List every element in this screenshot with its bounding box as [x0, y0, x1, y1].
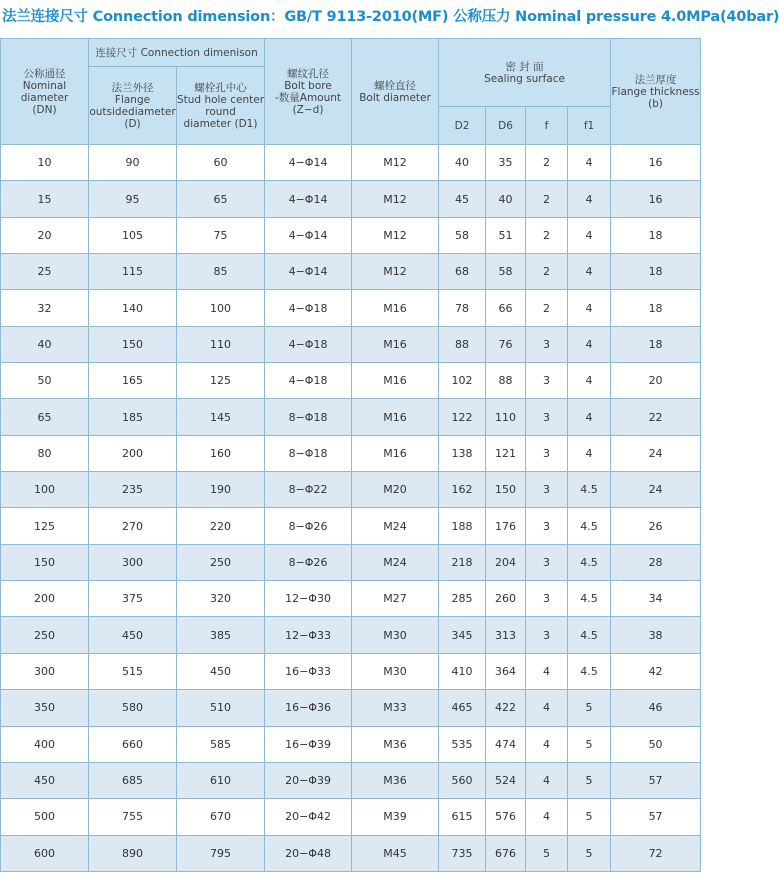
table-cell: 95: [89, 181, 177, 217]
table-row: [1, 217, 701, 253]
table-cell: 28: [611, 544, 701, 580]
table-cell: 4: [568, 435, 611, 471]
table-cell: 220: [177, 508, 265, 544]
table-cell: 450: [1, 762, 89, 798]
table-cell: 162: [439, 472, 486, 508]
table-cell: 51: [486, 217, 526, 253]
table-cell: 8−Φ26: [265, 508, 352, 544]
table-cell: M16: [352, 399, 439, 435]
table-cell: 24: [611, 472, 701, 508]
table-cell: 2: [526, 145, 568, 181]
table-cell: 2: [526, 290, 568, 326]
header-line: Flange: [114, 93, 151, 106]
header-line: 螺栓孔中心: [194, 81, 247, 94]
table-cell: 16: [611, 181, 701, 217]
table-cell: 22: [611, 399, 701, 435]
table-cell: 4: [568, 217, 611, 253]
header-stud-hole-center: [177, 67, 265, 145]
table-cell: 42: [611, 653, 701, 689]
table-cell: M36: [352, 726, 439, 762]
table-cell: 45: [439, 181, 486, 217]
header-f1: f1: [568, 107, 611, 145]
table-cell: 60: [177, 145, 265, 181]
table-cell: 4: [568, 290, 611, 326]
table-cell: 115: [89, 254, 177, 290]
table-cell: 100: [1, 472, 89, 508]
table-cell: M16: [352, 435, 439, 471]
header-line: round: [205, 105, 236, 118]
table-cell: M30: [352, 653, 439, 689]
table-cell: 110: [177, 326, 265, 362]
table-cell: 515: [89, 653, 177, 689]
header-line: (b): [648, 97, 663, 110]
table-cell: M30: [352, 617, 439, 653]
table-cell: 16−Φ36: [265, 690, 352, 726]
table-cell: 660: [89, 726, 177, 762]
header-line: (Z−d): [292, 103, 324, 116]
table-cell: 2: [526, 254, 568, 290]
table-cell: 260: [486, 581, 526, 617]
header-line: 公称通径: [23, 67, 66, 80]
table-cell: 4.5: [568, 508, 611, 544]
table-row: [1, 835, 701, 871]
table-cell: M27: [352, 581, 439, 617]
header-connection-dimension: 连接尺寸 Connection dimenison: [89, 39, 265, 67]
table-cell: 4: [526, 799, 568, 835]
table-cell: 350: [1, 690, 89, 726]
table-cell: 3: [526, 508, 568, 544]
table-cell: 615: [439, 799, 486, 835]
header-sealing-surface: [439, 39, 611, 107]
table-cell: 300: [1, 653, 89, 689]
table-cell: 5: [568, 690, 611, 726]
table-row: [1, 145, 701, 181]
table-cell: 16−Φ39: [265, 726, 352, 762]
table-cell: 4.5: [568, 581, 611, 617]
table-row: [1, 435, 701, 471]
table-cell: 5: [526, 835, 568, 871]
table-cell: 8−Φ26: [265, 544, 352, 580]
table-cell: 12−Φ30: [265, 581, 352, 617]
table-cell: 2: [526, 217, 568, 253]
header-line: Stud hole center: [177, 93, 265, 106]
header-line: diameter: [20, 91, 69, 104]
table-cell: M16: [352, 290, 439, 326]
table-cell: 4: [568, 181, 611, 217]
table-cell: 20−Φ39: [265, 762, 352, 798]
table-cell: 4: [568, 145, 611, 181]
table-cell: 105: [89, 217, 177, 253]
table-cell: 160: [177, 435, 265, 471]
header-nominal-diameter: [1, 39, 89, 145]
table-cell: 50: [611, 726, 701, 762]
table-cell: 235: [89, 472, 177, 508]
header-line: (DN): [32, 103, 57, 116]
table-cell: 24: [611, 435, 701, 471]
table-cell: 685: [89, 762, 177, 798]
table-cell: 18: [611, 254, 701, 290]
table-cell: 110: [486, 399, 526, 435]
table-cell: M36: [352, 762, 439, 798]
table-cell: 80: [1, 435, 89, 471]
table-row: [1, 762, 701, 798]
table-cell: 34: [611, 581, 701, 617]
table-cell: 4: [526, 726, 568, 762]
table-cell: 88: [439, 326, 486, 362]
table-cell: M12: [352, 254, 439, 290]
table-body: [1, 145, 701, 872]
table-cell: 18: [611, 217, 701, 253]
table-cell: 3: [526, 472, 568, 508]
header-line: Bolt diameter: [359, 91, 431, 104]
table-cell: 364: [486, 653, 526, 689]
table-row: [1, 799, 701, 835]
table-cell: 4: [526, 762, 568, 798]
table-cell: 25: [1, 254, 89, 290]
header-line: (D): [124, 117, 141, 130]
table-cell: 76: [486, 326, 526, 362]
table-cell: 176: [486, 508, 526, 544]
table-cell: 313: [486, 617, 526, 653]
table-cell: 535: [439, 726, 486, 762]
table-cell: 735: [439, 835, 486, 871]
table-row: [1, 254, 701, 290]
table-cell: 125: [177, 363, 265, 399]
table-cell: M16: [352, 326, 439, 362]
table-cell: 580: [89, 690, 177, 726]
table-row: [1, 399, 701, 435]
table-cell: 88: [486, 363, 526, 399]
table-cell: 100: [177, 290, 265, 326]
table-cell: 4: [568, 254, 611, 290]
table-cell: 795: [177, 835, 265, 871]
table-cell: 78: [439, 290, 486, 326]
table-cell: 385: [177, 617, 265, 653]
table-cell: 450: [89, 617, 177, 653]
table-cell: 40: [439, 145, 486, 181]
table-row: [1, 581, 701, 617]
table-cell: 670: [177, 799, 265, 835]
table-cell: 3: [526, 326, 568, 362]
table-cell: 150: [1, 544, 89, 580]
table-row: [1, 363, 701, 399]
header-f: f: [526, 107, 568, 145]
table-cell: 150: [89, 326, 177, 362]
table-cell: 72: [611, 835, 701, 871]
table-cell: M24: [352, 544, 439, 580]
table-cell: 4−Φ14: [265, 181, 352, 217]
table-row: [1, 653, 701, 689]
table-cell: 85: [177, 254, 265, 290]
table-cell: 5: [568, 799, 611, 835]
table-cell: 375: [89, 581, 177, 617]
table-cell: 18: [611, 326, 701, 362]
table-cell: 576: [486, 799, 526, 835]
header-line: 法兰外径: [111, 81, 154, 94]
table-cell: 8−Φ18: [265, 399, 352, 435]
table-row: [1, 544, 701, 580]
table-cell: 125: [1, 508, 89, 544]
table-cell: 4.5: [568, 653, 611, 689]
header-line: 密 封 面: [505, 60, 544, 73]
table-cell: M12: [352, 145, 439, 181]
header-line: -数量Amount: [274, 91, 342, 104]
table-row: [1, 181, 701, 217]
table-cell: 8−Φ18: [265, 435, 352, 471]
header-bolt-bore: [265, 39, 352, 145]
header-line: 螺栓直径: [374, 79, 417, 92]
table-cell: 320: [177, 581, 265, 617]
header-flange-outside-diameter: [89, 67, 177, 145]
table-cell: 57: [611, 799, 701, 835]
table-cell: 57: [611, 762, 701, 798]
table-cell: 68: [439, 254, 486, 290]
table-row: [1, 290, 701, 326]
table-cell: 65: [1, 399, 89, 435]
table-cell: 755: [89, 799, 177, 835]
table-cell: 3: [526, 544, 568, 580]
table-cell: 5: [568, 762, 611, 798]
header-line: Sealing surface: [484, 72, 565, 85]
table-cell: 4.5: [568, 544, 611, 580]
table-cell: 4.5: [568, 617, 611, 653]
table-cell: 422: [486, 690, 526, 726]
table-cell: 4.5: [568, 472, 611, 508]
table-cell: 188: [439, 508, 486, 544]
table-cell: M16: [352, 363, 439, 399]
table-cell: 500: [1, 799, 89, 835]
table-cell: 26: [611, 508, 701, 544]
table-row: [1, 690, 701, 726]
table-cell: 3: [526, 399, 568, 435]
table-cell: 410: [439, 653, 486, 689]
header-line: Flange thickness: [611, 85, 700, 98]
table-cell: 10: [1, 145, 89, 181]
table-cell: 250: [1, 617, 89, 653]
table-cell: 138: [439, 435, 486, 471]
table-cell: 4−Φ14: [265, 217, 352, 253]
table-cell: 4: [526, 690, 568, 726]
table-cell: 190: [177, 472, 265, 508]
table-row: [1, 726, 701, 762]
table-cell: M20: [352, 472, 439, 508]
table-cell: 285: [439, 581, 486, 617]
header-line: 法兰厚度: [634, 73, 677, 86]
table-cell: 4−Φ14: [265, 254, 352, 290]
table-cell: 122: [439, 399, 486, 435]
table-cell: M24: [352, 508, 439, 544]
table-cell: 185: [89, 399, 177, 435]
table-cell: 3: [526, 581, 568, 617]
table-cell: 3: [526, 435, 568, 471]
table-cell: 16−Φ33: [265, 653, 352, 689]
table-cell: 270: [89, 508, 177, 544]
table-cell: 20−Φ42: [265, 799, 352, 835]
table-cell: 610: [177, 762, 265, 798]
table-cell: 4: [526, 653, 568, 689]
table-cell: 200: [89, 435, 177, 471]
table-cell: 46: [611, 690, 701, 726]
table-cell: 3: [526, 617, 568, 653]
table-cell: 20: [611, 363, 701, 399]
table-cell: 20−Φ48: [265, 835, 352, 871]
table-cell: 102: [439, 363, 486, 399]
table-cell: 18: [611, 290, 701, 326]
table-cell: 16: [611, 145, 701, 181]
table-row: [1, 617, 701, 653]
header-d6: D6: [486, 107, 526, 145]
table-cell: 4: [568, 399, 611, 435]
table-cell: 400: [1, 726, 89, 762]
page-title: 法兰连接尺寸 Connection dimension：GB/T 9113-2010(MF) 公称压力 Nominal pressure 4.0MPa(40bar): [2, 9, 779, 25]
header-bolt-diameter: [352, 39, 439, 145]
table-cell: 15: [1, 181, 89, 217]
table-cell: 140: [89, 290, 177, 326]
table-cell: 585: [177, 726, 265, 762]
table-cell: 676: [486, 835, 526, 871]
table-cell: M33: [352, 690, 439, 726]
table-cell: 145: [177, 399, 265, 435]
header-line: diameter (D1): [183, 117, 258, 130]
table-row: [1, 472, 701, 508]
header-line: outsidediameter: [89, 105, 176, 118]
header-line: 螺纹孔径: [287, 67, 330, 80]
table-cell: M12: [352, 217, 439, 253]
header-line: Bolt bore: [284, 79, 332, 92]
header-line: Nominal: [22, 79, 67, 92]
table-cell: M39: [352, 799, 439, 835]
table-cell: 5: [568, 726, 611, 762]
table-cell: 38: [611, 617, 701, 653]
table-cell: 560: [439, 762, 486, 798]
table-cell: 121: [486, 435, 526, 471]
table-cell: 35: [486, 145, 526, 181]
table-cell: 4: [568, 363, 611, 399]
table-cell: M45: [352, 835, 439, 871]
table-cell: 3: [526, 363, 568, 399]
table-cell: 58: [439, 217, 486, 253]
table-cell: 150: [486, 472, 526, 508]
table-cell: 5: [568, 835, 611, 871]
table-cell: 2: [526, 181, 568, 217]
table-cell: 40: [486, 181, 526, 217]
table-cell: 66: [486, 290, 526, 326]
table-row: [1, 326, 701, 362]
table-cell: 524: [486, 762, 526, 798]
table-cell: 204: [486, 544, 526, 580]
table-cell: 450: [177, 653, 265, 689]
table-cell: 200: [1, 581, 89, 617]
table-cell: 4−Φ18: [265, 326, 352, 362]
header-d2: D2: [439, 107, 486, 145]
table-cell: 4−Φ18: [265, 290, 352, 326]
table-cell: 165: [89, 363, 177, 399]
table-cell: 4−Φ18: [265, 363, 352, 399]
table-cell: 300: [89, 544, 177, 580]
connection-dimension-table: [0, 38, 701, 872]
table-cell: 90: [89, 145, 177, 181]
table-cell: 12−Φ33: [265, 617, 352, 653]
table-cell: 218: [439, 544, 486, 580]
table-cell: 4: [568, 326, 611, 362]
table-cell: 50: [1, 363, 89, 399]
table-cell: 510: [177, 690, 265, 726]
table-cell: 4−Φ14: [265, 145, 352, 181]
table-cell: 32: [1, 290, 89, 326]
table-row: [1, 508, 701, 544]
table-cell: 20: [1, 217, 89, 253]
table-cell: 890: [89, 835, 177, 871]
table-cell: 58: [486, 254, 526, 290]
table-cell: 250: [177, 544, 265, 580]
table-cell: 8−Φ22: [265, 472, 352, 508]
table-cell: 474: [486, 726, 526, 762]
table-cell: 40: [1, 326, 89, 362]
table-cell: 600: [1, 835, 89, 871]
table-cell: 65: [177, 181, 265, 217]
table-cell: 465: [439, 690, 486, 726]
table-cell: 345: [439, 617, 486, 653]
table-cell: M12: [352, 181, 439, 217]
header-flange-thickness: [611, 39, 701, 145]
table-cell: 75: [177, 217, 265, 253]
